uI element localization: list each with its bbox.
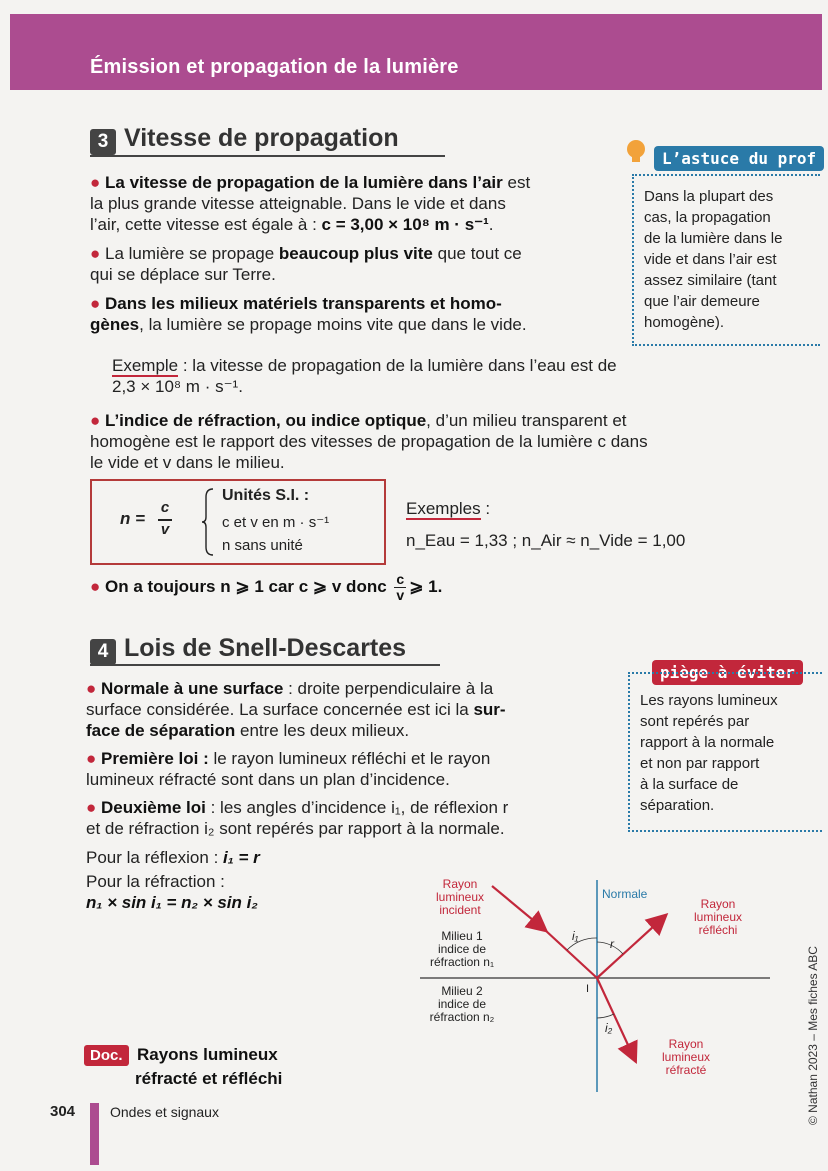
units-line: n sans unité (222, 537, 303, 554)
example-label: Exemple (112, 356, 179, 375)
doc-tag: Doc. (84, 1045, 129, 1066)
refraction-index-paragraph: ● L’indice de réfraction, ou indice optique, d’un milieu transparent et homogène est le rapport des vitesses de propagation de la lumière c dans le vide et v dans le milieu. (90, 411, 648, 472)
bullet-icon: ● (86, 749, 97, 768)
svg-text:lumineux: lumineux (661, 1050, 711, 1064)
tip-header: L’astuce du prof (654, 146, 824, 171)
paragraph-line: ● La lumière se propage beaucoup plus vite que tout ce (90, 244, 522, 263)
svg-text:réfléchi: réfléchi (698, 923, 738, 937)
paragraph-line: la plus grande vitesse atteignable. Dans le vide et dans (90, 194, 506, 213)
bullet-icon: ● (86, 679, 97, 698)
section-number: 3 (90, 129, 116, 155)
units-line: c et v en m · s⁻¹ (222, 514, 330, 531)
refraction-diagram (410, 870, 780, 1100)
svg-text:Milieu 2: Milieu 2 (441, 984, 483, 998)
example-block (112, 355, 792, 397)
svg-text:réfraction n₁: réfraction n₁ (429, 955, 495, 969)
example-text: 2,3 × 10⁸ m · s⁻¹. (112, 377, 243, 396)
svg-text:Rayon: Rayon (700, 897, 736, 911)
bullet-icon: ● (90, 294, 101, 313)
paragraph-line: l’air, cette vitesse est égale à : c = 3,00 × 10⁸ m · s⁻¹. (90, 215, 494, 234)
svg-text:indice de: indice de (437, 997, 487, 1011)
section-title: Lois de Snell-Descartes (124, 634, 407, 662)
trap-header: piège à éviter (652, 660, 803, 685)
svg-text:réfraction n₂: réfraction n₂ (429, 1010, 495, 1024)
refracted-ray (597, 978, 635, 1060)
copyright-notice: © Nathan 2023 – Mes fiches ABC (806, 946, 820, 1125)
examples-values: n_Eau = 1,33 ; n_Air ≈ n_Vide = 1,00 (406, 531, 686, 550)
svg-text:Milieu 1: Milieu 1 (441, 929, 483, 943)
reflected-ray (597, 916, 665, 978)
brace-icon (200, 487, 216, 557)
svg-text:i₂: i₂ (605, 1021, 613, 1035)
formula-denominator: v (160, 521, 170, 538)
paragraph-line: ● La vitesse de propagation de la lumière dans l’air est (90, 173, 531, 192)
page-header-title: Émission et propagation de la lumière (90, 56, 459, 78)
trap-text: Les rayons lumineux sont repérés par rapport à la normale et non par rapport à la surface de séparation. (640, 692, 778, 814)
svg-text:lumineux: lumineux (435, 890, 485, 904)
svg-text:incident: incident (439, 903, 481, 917)
svg-text:indice de: indice de (437, 942, 487, 956)
inequality-line: ● On a toujours n ⩾ 1 car c ⩾ v donc $\frac{c}{v}$ ⩾ 1. (90, 571, 443, 603)
paragraph-line: ● Dans les milieux matériels transparents et homo- (90, 294, 502, 313)
section-underline (90, 664, 440, 666)
chapter-title: Ondes et signaux (110, 1104, 219, 1120)
bullet-icon: ● (90, 244, 101, 263)
bullet-icon: ● (90, 576, 101, 596)
doc-caption-line: Rayons lumineux (136, 1045, 278, 1064)
section-4-heading (90, 634, 406, 665)
section-underline (90, 155, 445, 157)
bullet-icon: ● (90, 173, 101, 192)
svg-text:Rayon: Rayon (442, 877, 478, 891)
section-4-body: ● Normale à une surface : droite perpendiculaire à la surface considérée. La surface concernée est ici la sur- face de séparation entre les deux milieux. ● Première loi : le rayon lumineux réfléchi et le rayon lumineux réfracté sont dans un plan d’incidence. ● Deuxième loi : les angles d’incidence i₁, de réflexion r et de réfraction i₂ sont repérés par rapport à la normale. Pour la réflexion : i₁ = r Pour la réfraction : n₁ × sin i₁ = n₂ × sin i₂ (86, 679, 509, 912)
angle-arc-i2 (597, 1014, 614, 1018)
paragraph-line: qui se déplace sur Terre. (90, 265, 276, 284)
tip-text: Dans la plupart des cas, la propagation de la lumière dans le vide et dans l’air est assez similaire (tant que l’air demeure homogène). (644, 188, 783, 331)
formula-box (90, 479, 386, 565)
doc-caption (84, 1045, 278, 1065)
bullet-icon: ● (86, 798, 97, 817)
incident-ray (492, 886, 545, 930)
bullet-icon: ● (90, 411, 101, 430)
section-3-heading (90, 124, 399, 155)
svg-text:Normale: Normale (602, 887, 648, 901)
svg-text:lumineux: lumineux (693, 910, 743, 924)
examples-heading: Exemples : (406, 499, 491, 518)
section-3-body (90, 172, 615, 335)
section-number: 4 (90, 639, 116, 665)
svg-text:I: I (586, 983, 590, 995)
footer-bar (90, 1103, 99, 1165)
incident-ray-end (545, 930, 597, 978)
svg-text:réfracté: réfracté (665, 1063, 707, 1077)
svg-text:r: r (610, 937, 614, 951)
svg-text:Rayon: Rayon (668, 1037, 704, 1051)
paragraph-line: gènes, la lumière se propage moins vite que dans le vide. (90, 315, 527, 334)
lightbulb-icon (623, 137, 645, 159)
section-title: Vitesse de propagation (124, 124, 399, 152)
svg-text:i₁: i₁ (572, 929, 579, 943)
units-title: Unités S.I. : (222, 487, 310, 504)
formula-numerator: c (160, 499, 170, 516)
formula-n: n = (120, 509, 146, 528)
example-text: : la vitesse de propagation de la lumière dans l’eau est de (178, 356, 617, 375)
doc-caption-line: réfracté et réfléchi (135, 1069, 283, 1088)
page-number: 304 (50, 1103, 76, 1120)
